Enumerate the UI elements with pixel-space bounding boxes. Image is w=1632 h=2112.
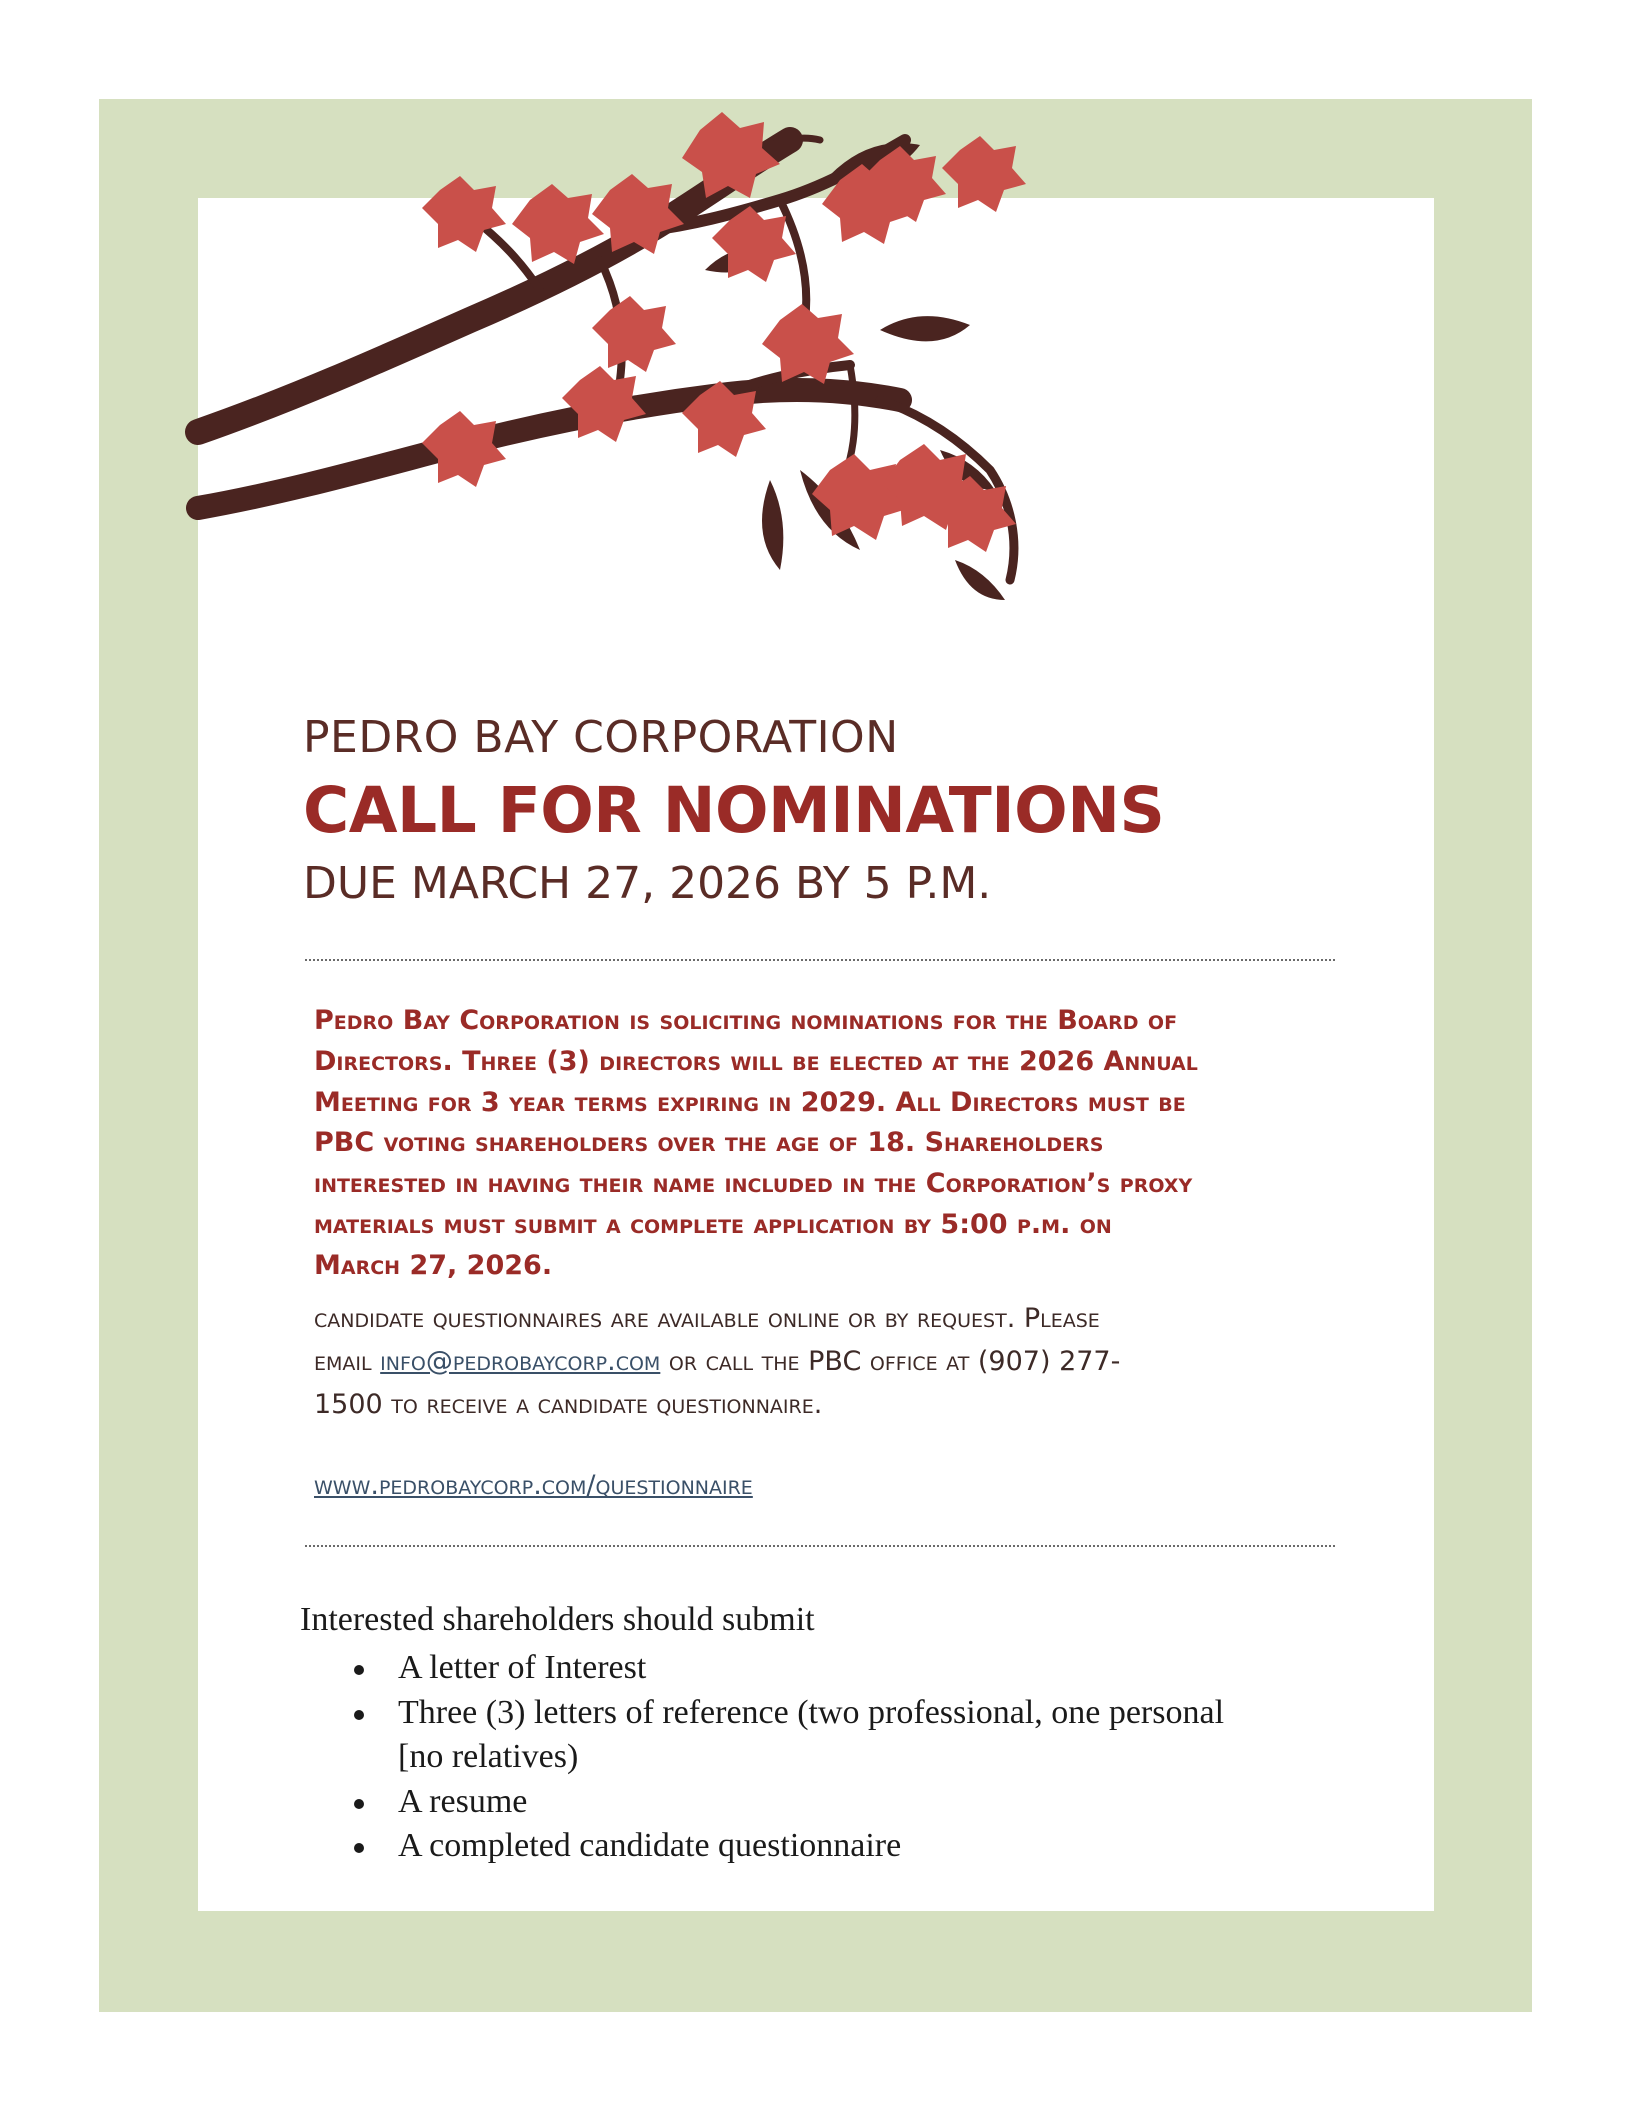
list-item [340, 1824, 1224, 1869]
info-line: 1500 to receive a candidate questionnaire. [314, 1389, 823, 1420]
list-item-continuation [340, 1735, 1224, 1780]
list-item [340, 1691, 1224, 1736]
lead-paragraph [314, 1001, 1344, 1287]
lead-line: interested in having their name included in the Corporation’s proxy [314, 1168, 1193, 1200]
submission-intro: Interested shareholders should submit [300, 1601, 815, 1638]
list-item-text: Three (3) letters of reference (two professional, one personal [398, 1693, 1225, 1731]
list-item-text: A completed candidate questionnaire [398, 1827, 902, 1864]
divider-top [305, 959, 1335, 961]
info-line [314, 1340, 1344, 1383]
lead-line: March 27, 2026. [314, 1249, 553, 1281]
lead-line: PBC voting shareholders over the age of 18. Shareholders [314, 1127, 1104, 1159]
divider-bottom [305, 1545, 1335, 1547]
email-link[interactable]: info@pedrobaycorp.com [380, 1346, 661, 1377]
bullet-icon [354, 1665, 364, 1675]
due-date-line: DUE MARCH 27, 2026 BY 5 P.M. [303, 858, 992, 909]
lead-line: Pedro Bay Corporation is soliciting nominations for the Board of [314, 1005, 1178, 1036]
list-item-text: [no relatives) [398, 1738, 579, 1775]
info-text: or call the PBC office at (907) 277- [660, 1346, 1121, 1377]
lead-line: Meeting for 3 year terms expiring in 2029. All Directors must be [314, 1086, 1186, 1118]
list-item [340, 1780, 1224, 1825]
list-item-text: A letter of Interest [398, 1649, 647, 1686]
organization-name: PEDRO BAY CORPORATION [303, 712, 899, 763]
page-title: CALL FOR NOMINATIONS [303, 774, 1165, 847]
bullet-icon [354, 1843, 364, 1853]
bullet-icon [354, 1799, 364, 1809]
info-line: candidate questionnaires are available online or by request. Please [314, 1303, 1100, 1334]
lead-line: materials must submit a complete application by 5:00 p.m. on [314, 1208, 1112, 1240]
list-item [340, 1646, 1224, 1691]
lead-line: Directors. Three (3) directors will be elected at the 2026 Annual [314, 1045, 1198, 1077]
questionnaire-url-link[interactable]: www.pedrobaycorp.com/questionnaire [314, 1470, 753, 1501]
info-paragraph [314, 1297, 1344, 1426]
submission-list [340, 1646, 1224, 1869]
list-item-text: A resume [398, 1782, 528, 1820]
bullet-icon [354, 1710, 364, 1720]
info-text: email [314, 1346, 381, 1377]
